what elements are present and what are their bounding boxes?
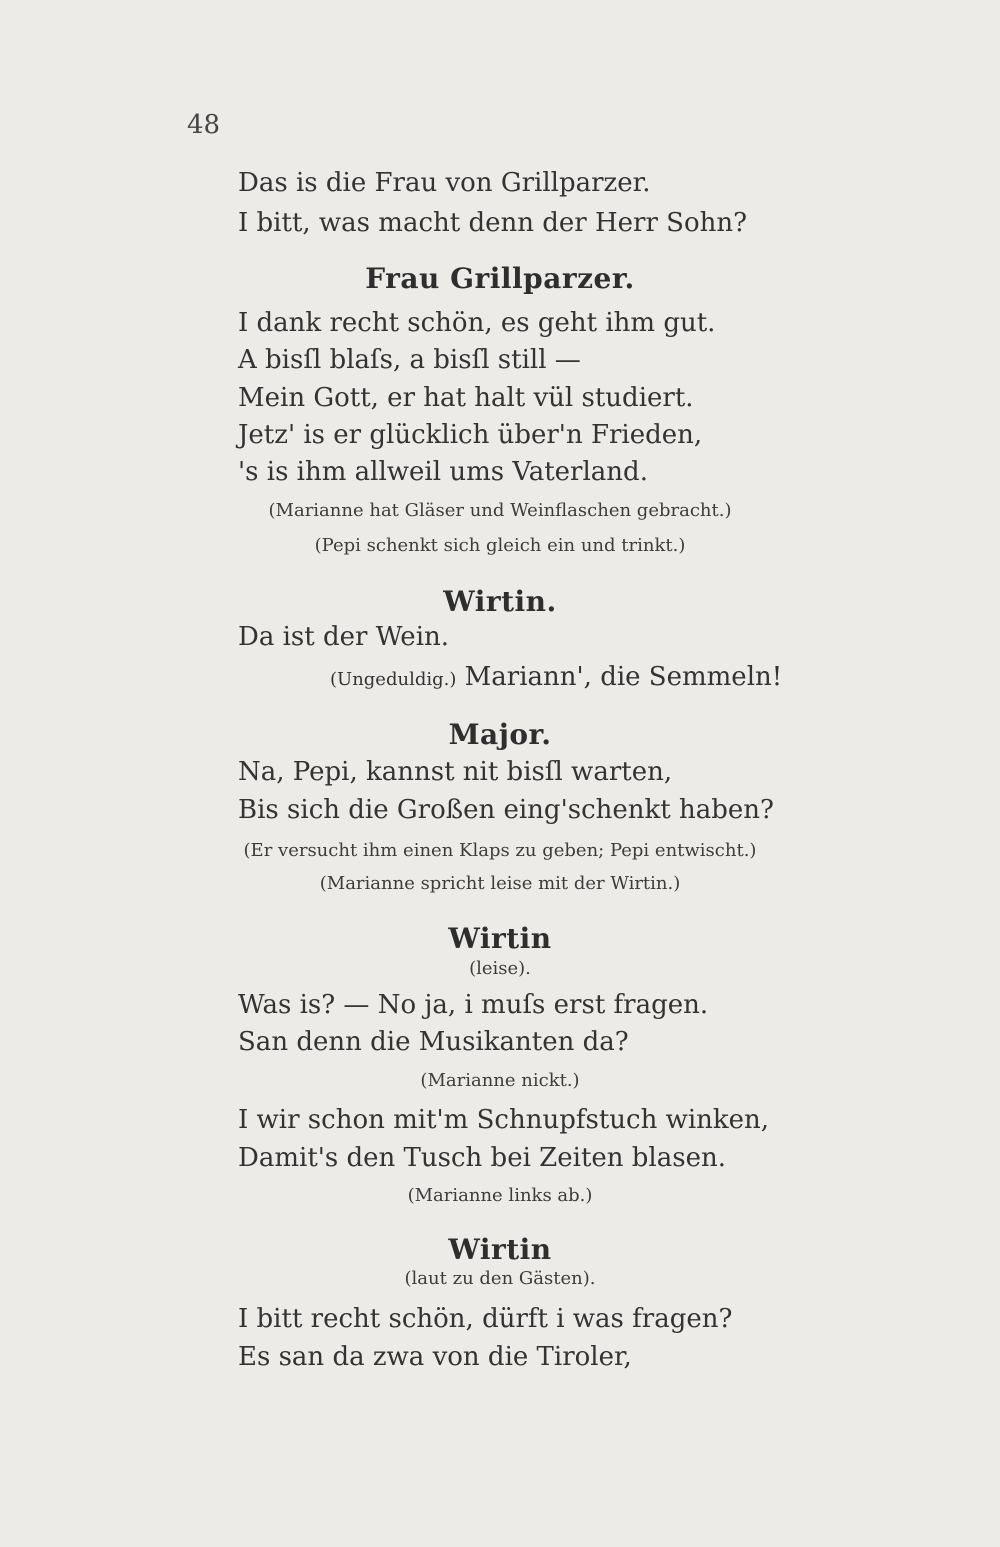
verse-line: 's is ihm allweil ums Vaterland. bbox=[238, 457, 648, 487]
verse-line: Was is? — No ja, i muſs erst fragen. bbox=[238, 990, 709, 1020]
verse-line: Jetz' is er glücklich über'n Frieden, bbox=[238, 420, 703, 450]
verse-line: I wir schon mit'm Schnupfstuch winken, bbox=[238, 1105, 770, 1135]
verse-line: San denn die Musikanten da? bbox=[238, 1027, 629, 1057]
verse-line: Es san da zwa von die Tiroler, bbox=[238, 1342, 632, 1372]
page-number: 48 bbox=[187, 110, 221, 140]
stage-direction: (Marianne links ab.) bbox=[407, 1185, 593, 1206]
speaker-name: Wirtin. bbox=[443, 585, 557, 618]
verse-line: Damit's den Tusch bei Zeiten blasen. bbox=[238, 1143, 726, 1173]
verse-line: I bitt, was macht denn der Herr Sohn? bbox=[238, 208, 748, 238]
speaker-name: Wirtin bbox=[448, 922, 552, 955]
stage-direction: (laut zu den Gästen). bbox=[404, 1268, 596, 1289]
speaker-name: Major. bbox=[448, 718, 552, 751]
verse-line: Bis sich die Großen eing'schenkt haben? bbox=[238, 795, 774, 825]
speaker-name: Frau Grillparzer. bbox=[365, 262, 635, 295]
verse-text: Mariann', die Semmeln! bbox=[464, 662, 783, 692]
speaker-name: Wirtin bbox=[448, 1233, 552, 1266]
stage-direction: (Marianne nickt.) bbox=[420, 1070, 580, 1091]
verse-line: A bisſl blaſs, a bisſl still — bbox=[238, 345, 581, 375]
stage-direction: (leise). bbox=[469, 958, 531, 979]
verse-line: I dank recht schön, es geht ihm gut. bbox=[238, 308, 716, 338]
verse-line: I bitt recht schön, dürft i was fragen? bbox=[238, 1304, 733, 1334]
stage-direction: (Ungeduldig.) bbox=[330, 669, 457, 690]
stage-direction: (Pepi schenkt sich gleich ein und trinkt.) bbox=[314, 535, 686, 556]
verse-line: Na, Pepi, kannst nit bisſl warten, bbox=[238, 757, 673, 787]
verse-line: Da ist der Wein. bbox=[238, 622, 450, 652]
verse-line: Das is die Frau von Grillparzer. bbox=[238, 168, 651, 198]
stage-direction: (Er versucht ihm einen Klaps zu geben; Pepi entwischt.) bbox=[243, 840, 757, 861]
verse-line-with-direction bbox=[330, 662, 782, 692]
stage-direction: (Marianne hat Gläser und Weinflaschen gebracht.) bbox=[268, 500, 732, 521]
verse-line: Mein Gott, er hat halt vül studiert. bbox=[238, 383, 694, 413]
stage-direction: (Marianne spricht leise mit der Wirtin.) bbox=[319, 873, 681, 894]
